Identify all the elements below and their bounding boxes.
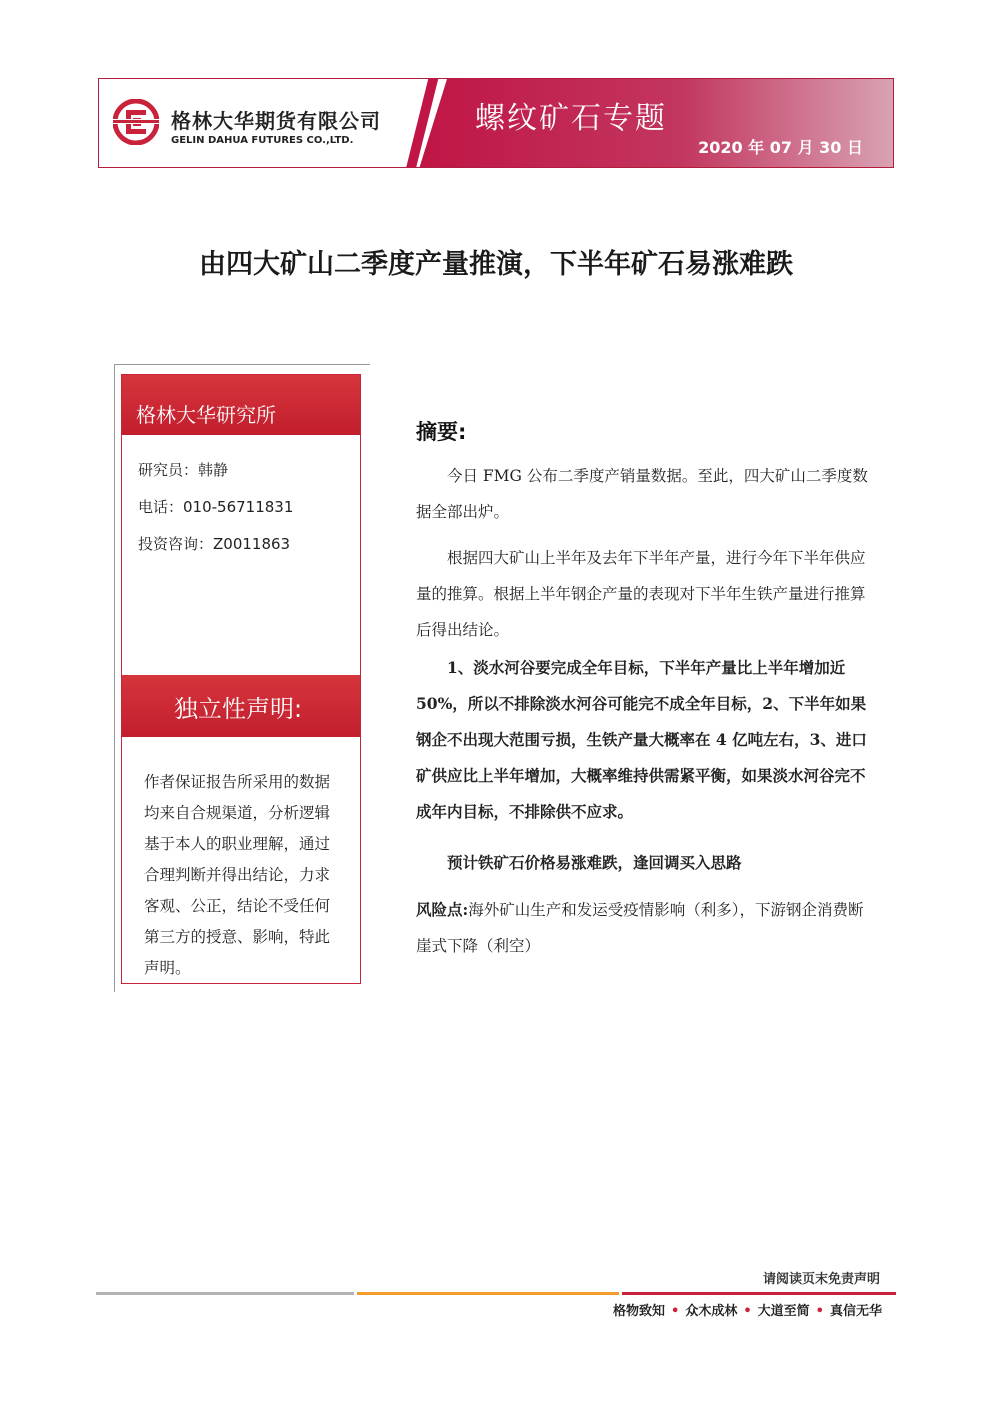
slogan-4: 真信无华	[829, 1304, 882, 1319]
footer-rule-orange	[357, 1292, 619, 1295]
declaration-text: 作者保证报告所采用的数据均来自合规渠道，分析逻辑基于本人的职业理解，通过合理判断并得出结论，力求客观、公正，结论不受任何第三方的授意、影响，特此声明。	[144, 773, 331, 977]
sidebar-left-rule	[114, 364, 115, 992]
separator-dot-icon: •	[815, 1304, 824, 1319]
researcher-name: 研究员：韩静	[138, 461, 229, 479]
report-header	[98, 78, 894, 168]
report-date: 2020 年 07 月 30 日	[698, 138, 863, 157]
risk-label: 风险点:	[416, 900, 469, 919]
slogan-1: 格物致知	[613, 1304, 666, 1319]
summary-paragraph-conclusions: 1、淡水河谷要完成全年目标，下半年产量比上半年增加近 50%，所以不排除淡水河谷可能完不成全年目标，2、下半年如果钢企不出现大范围亏损，生铁产量大概率在 4 亿吨左右，3、进口矿供应比上半年增加，大概率维持供需紧平衡，如果淡水河谷完不成年内目标，不排除供不应求。	[416, 658, 867, 821]
company-name-cn: 格林大华期货有限公司	[171, 109, 381, 133]
summary-paragraph-2: 根据四大矿山上半年及去年下半年产量，进行今年下半年供应量的推算。根据上半年钢企产量的表现对下半年生铁产量进行推算后得出结论。	[416, 549, 866, 639]
footer-rule-red	[622, 1292, 896, 1295]
institute-name: 格林大华研究所	[136, 403, 276, 427]
report-type-title: 螺纹矿石专题	[475, 101, 667, 136]
summary-paragraph-outlook: 预计铁矿石价格易涨难跌，逢回调买入思路	[447, 853, 742, 872]
footer-rule-grey	[96, 1292, 354, 1295]
slogan-3: 大道至简	[757, 1304, 810, 1319]
footer-disclaimer: 请阅读页末免责声明	[762, 1272, 880, 1287]
sidebar-box	[121, 374, 361, 984]
summary-paragraph-1: 今日 FMG 公布二季度产销量数据。至此，四大矿山二季度数据全部出炉。	[416, 467, 868, 521]
declaration-title: 独立性声明:	[174, 695, 303, 723]
footer-slogan	[613, 1300, 882, 1319]
researcher-license: 投资咨询：Z0011863	[138, 535, 291, 553]
risk-text: 海外矿山生产和发运受疫情影响（利多），下游钢企消费断崖式下降（利空）	[416, 901, 864, 955]
summary-heading: 摘要:	[416, 420, 467, 444]
separator-dot-icon: •	[743, 1304, 752, 1319]
sidebar-top-rule	[114, 364, 370, 365]
risk-paragraph	[416, 892, 872, 964]
company-logo-icon	[113, 99, 159, 145]
researcher-phone: 电话：010-56711831	[138, 498, 294, 516]
slogan-2: 众木成林	[685, 1304, 738, 1319]
separator-dot-icon: •	[671, 1304, 680, 1319]
document-title: 由四大矿山二季度产量推演，下半年矿石易涨难跌	[199, 249, 793, 280]
company-name-en: GELIN DAHUA FUTURES CO.,LTD.	[171, 135, 354, 146]
